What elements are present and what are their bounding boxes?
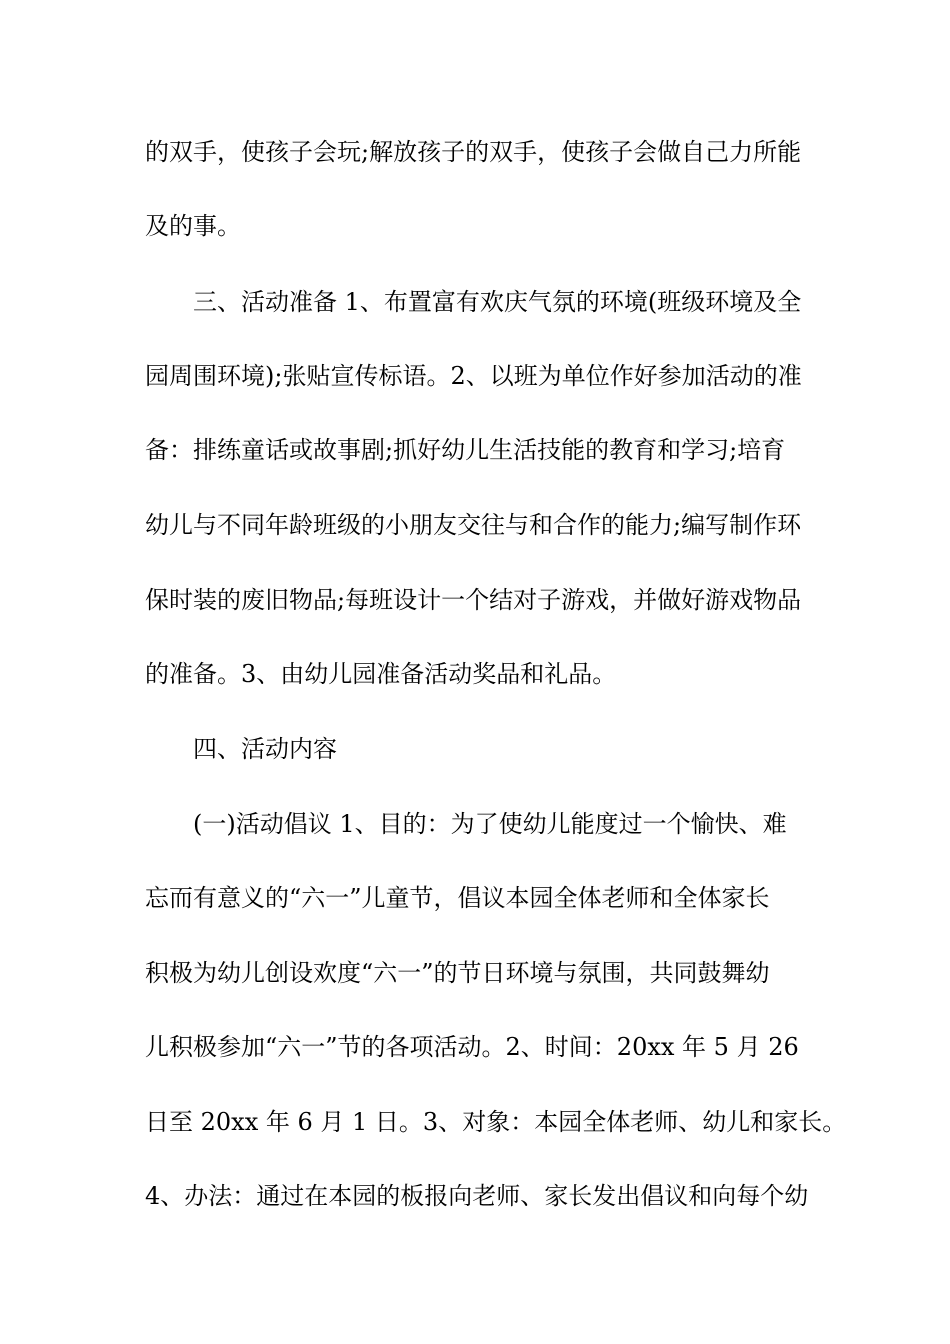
- section-heading-content: 四、活动内容: [193, 735, 337, 763]
- text-line: 的双手，使孩子会玩;解放孩子的双手，使孩子会做自己力所能: [145, 138, 802, 166]
- text-line: 园周围环境);张贴宣传标语。2、以班为单位作好参加活动的准: [145, 362, 802, 390]
- subsection-heading-proposal: (一)活动倡议 1、目的：为了使幼儿能度过一个愉快、难: [193, 810, 787, 838]
- text-line: 备：排练童话或故事剧;抓好幼儿生活技能的教育和学习;培育: [145, 436, 786, 464]
- text-line: 日至 20xx 年 6 月 1 日。3、对象：本园全体老师、幼儿和家长。: [145, 1108, 847, 1136]
- text-line: 积极为幼儿创设欢度“六一”的节日环境与氛围，共同鼓舞幼: [145, 959, 770, 987]
- section-heading-preparation: 三、活动准备 1、布置富有欢庆气氛的环境(班级环境及全: [193, 288, 802, 316]
- text-line: 的准备。3、由幼儿园准备活动奖品和礼品。: [145, 660, 617, 688]
- text-line: 保时装的废旧物品;每班设计一个结对子游戏，并做好游戏物品: [145, 586, 802, 614]
- text-line: 忘而有意义的“六一”儿童节，倡议本园全体老师和全体家长: [145, 884, 770, 912]
- text-line: 4、办法：通过在本园的板报向老师、家长发出倡议和向每个幼: [145, 1182, 809, 1210]
- text-line: 儿积极参加“六一”节的各项活动。2、时间：20xx 年 5 月 26: [145, 1033, 799, 1061]
- text-line: 幼儿与不同年龄班级的小朋友交往与和合作的能力;编写制作环: [145, 511, 802, 539]
- text-line: 及的事。: [145, 212, 241, 240]
